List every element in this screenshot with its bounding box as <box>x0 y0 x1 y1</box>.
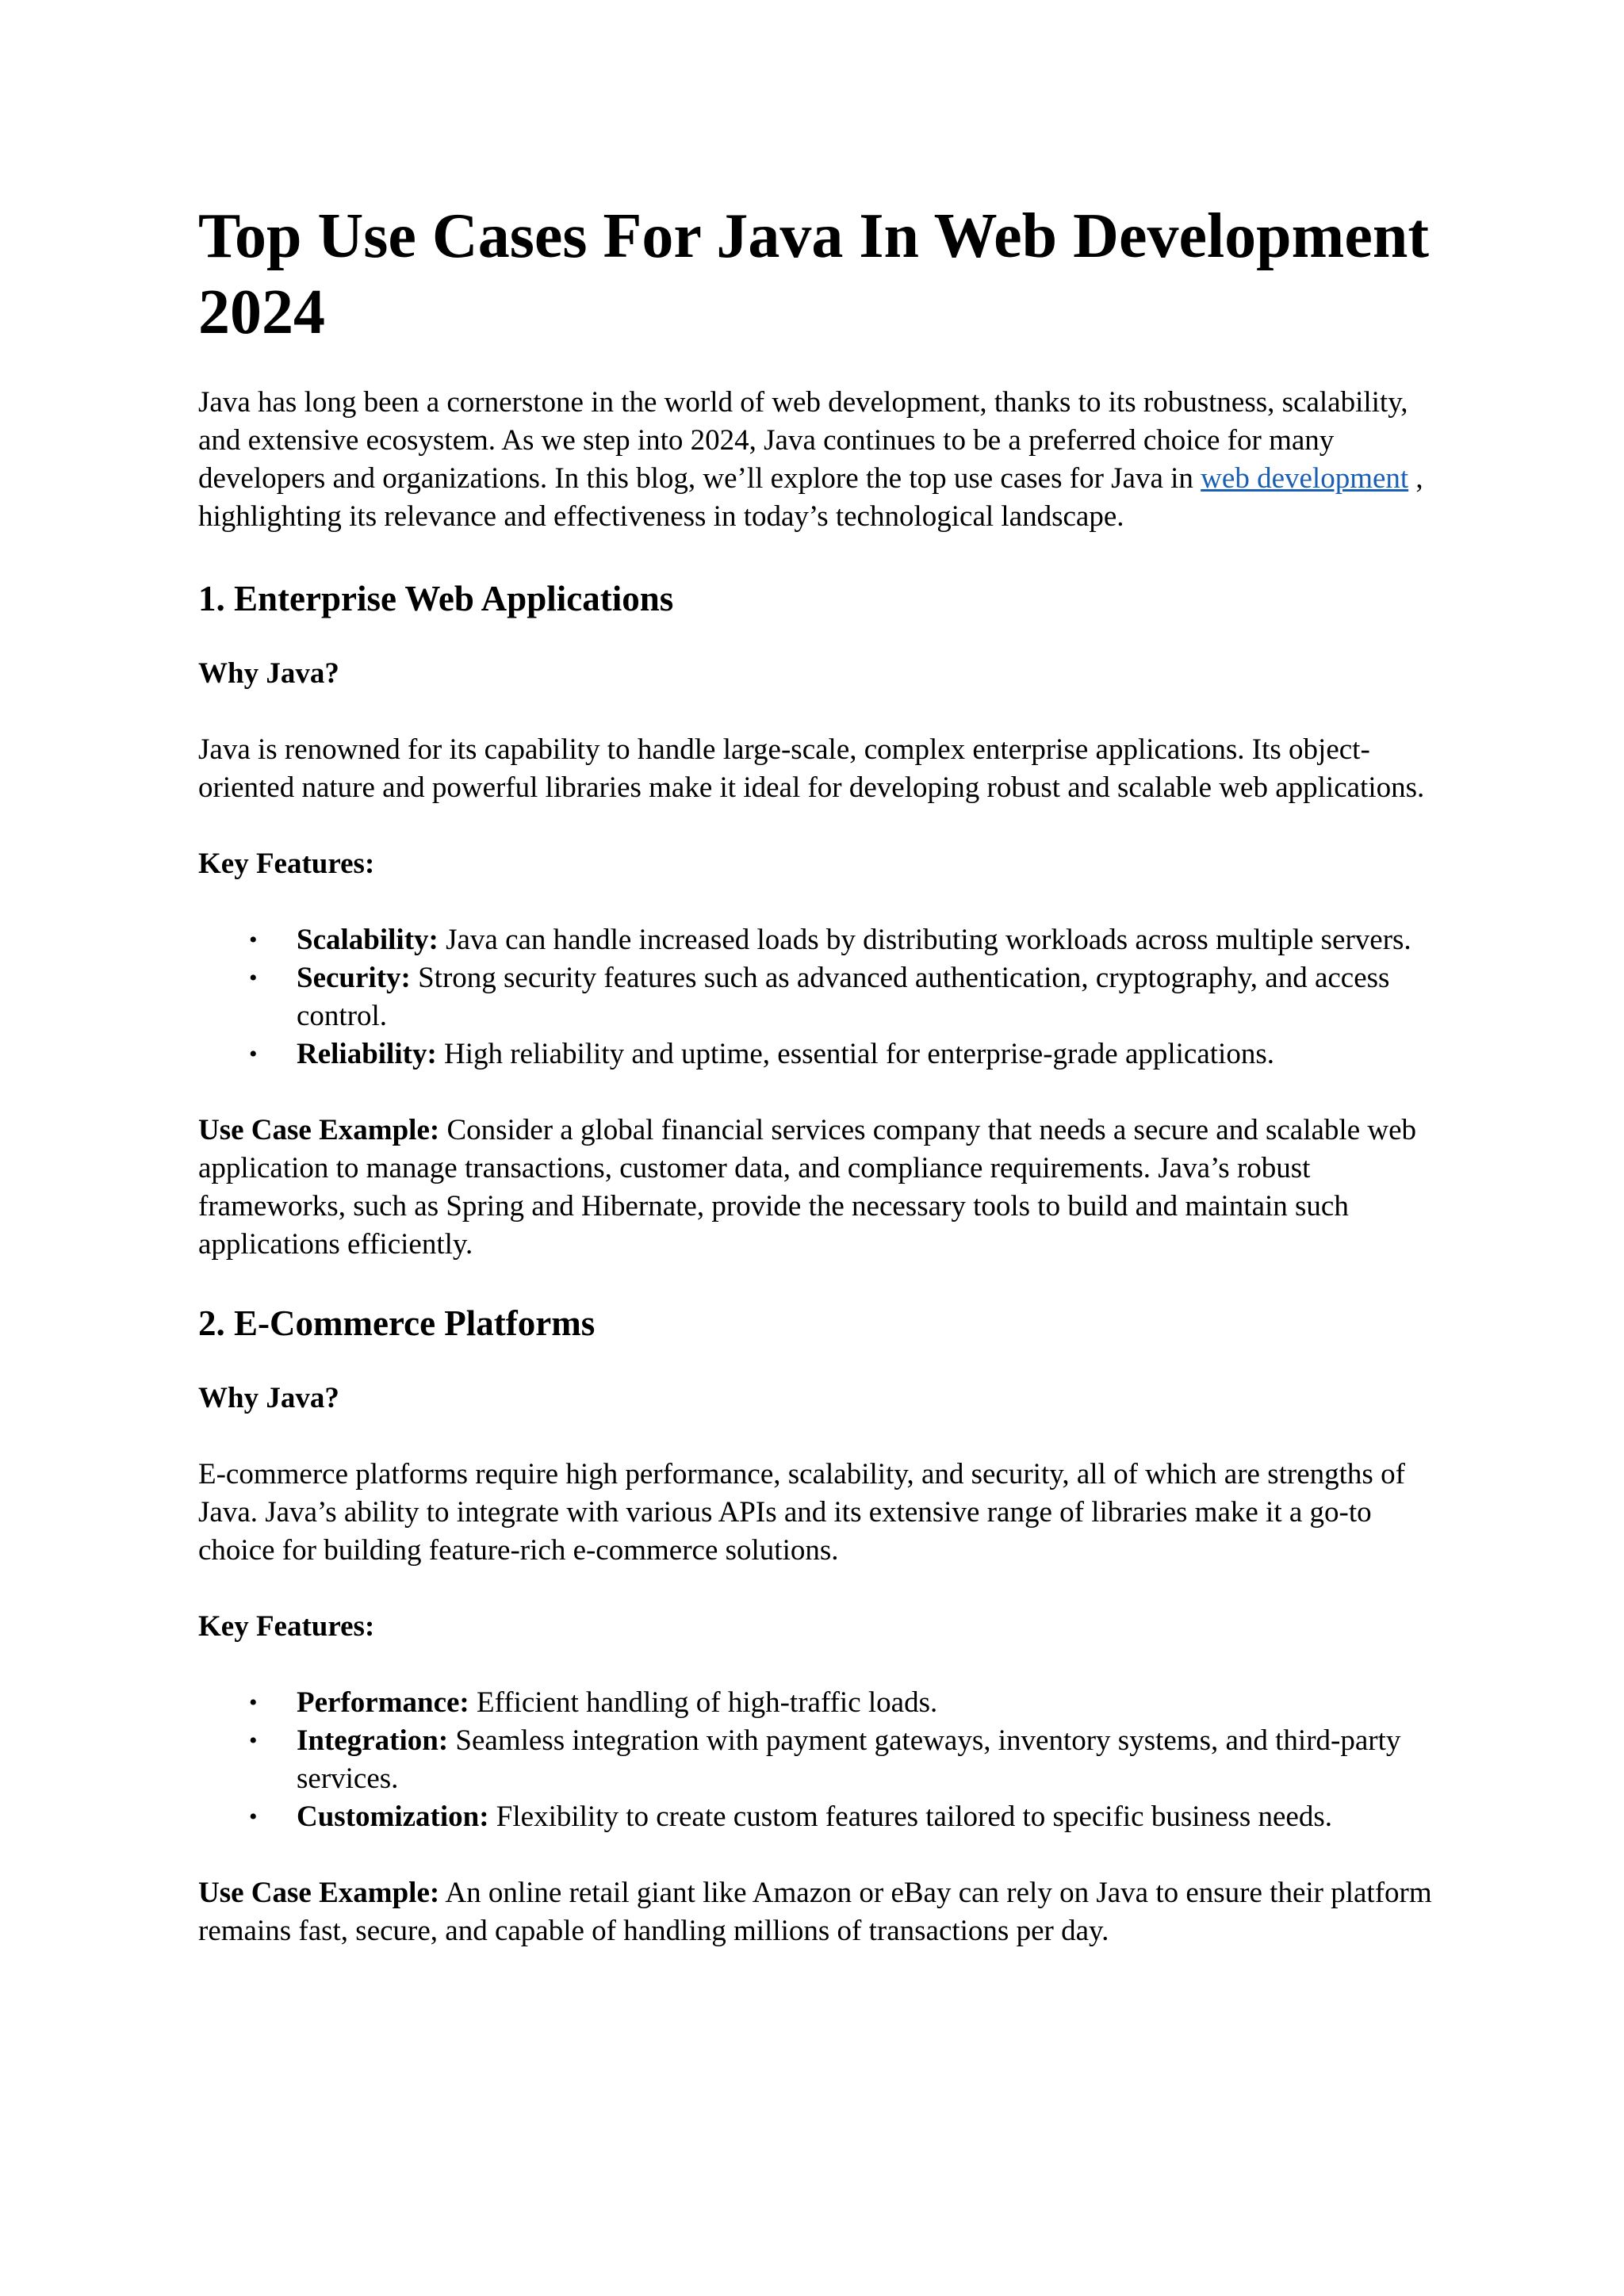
use-case-text: Consider a global financial services company that needs a secure and scalable web application to manage transactions, customer data, and compliance requirements. Java’s robust frameworks, such as Spring and Hibernate, provide the necessary tools to build and maintain such applications efficiently. <box>198 1114 1417 1261</box>
why-heading: Why Java? <box>198 1382 339 1414</box>
list-item <box>249 1035 1443 1073</box>
feature-term: Customization: <box>297 1800 489 1833</box>
feature-text: Strong security features such as advanced authentication, cryptography, and access control. <box>297 962 1390 1032</box>
bullet-icon: • <box>249 1689 258 1716</box>
features-list <box>198 921 1443 1073</box>
use-case-label: Use Case Example: <box>198 1877 440 1909</box>
section-enterprise <box>198 576 1443 1264</box>
section-heading: 2. E-Commerce Platforms <box>198 1303 596 1343</box>
intro-text-before-link: Java has long been a cornerstone in the world of web development, thanks to its robustness, scalability, and extensive ecosystem. As we step into 2024, Java continues to be a preferred choice for many developers and organizations. In this blog, we’ll explore the top use cases for Java in <box>198 386 1408 495</box>
why-heading: Why Java? <box>198 657 339 690</box>
use-case-text: An online retail giant like Amazon or eBay can rely on Java to ensure their platform remains fast, secure, and capable of handling millions of transactions per day. <box>198 1877 1432 1947</box>
feature-text: High reliability and uptime, essential for enterprise-grade applications. <box>436 1038 1274 1070</box>
list-item <box>249 1798 1443 1836</box>
list-item <box>249 1684 1443 1722</box>
feature-text: Java can handle increased loads by distributing workloads across multiple servers. <box>438 924 1411 956</box>
use-case-label: Use Case Example: <box>198 1114 440 1146</box>
feature-term: Reliability: <box>297 1038 437 1070</box>
page-title: Top Use Cases For Java In Web Development 2024 <box>198 201 1429 347</box>
feature-term: Scalability: <box>297 924 439 956</box>
feature-term: Integration: <box>297 1724 449 1757</box>
section-ecommerce <box>198 1300 1443 1950</box>
feature-term: Performance: <box>297 1686 469 1719</box>
bullet-icon: • <box>249 1728 258 1754</box>
bullet-icon: • <box>249 1041 258 1067</box>
features-list <box>198 1684 1443 1836</box>
bullet-icon: • <box>249 1804 258 1830</box>
section-heading: 1. Enterprise Web Applications <box>198 579 674 618</box>
use-case-paragraph <box>198 1112 1443 1264</box>
web-development-link[interactable]: web development <box>1201 462 1409 495</box>
document-page <box>198 198 1443 1987</box>
intro-paragraph <box>198 384 1443 536</box>
feature-term: Security: <box>297 962 411 994</box>
features-heading: Key Features: <box>198 848 375 880</box>
why-paragraph: E-commerce platforms require high performance, scalability, and security, all of which are strengths of Java. Java’s ability to integrate with various APIs and its extensive range of libraries make it a go-to choice for building feature-rich e-commerce solutions. <box>198 1458 1405 1567</box>
feature-text: Flexibility to create custom features tailored to specific business needs. <box>488 1800 1332 1833</box>
list-item <box>249 921 1443 959</box>
features-heading: Key Features: <box>198 1610 375 1643</box>
intro-text-after-link: , highlighting its relevance and effectiveness in today’s technological landscape. <box>198 462 1423 533</box>
list-item <box>249 1722 1443 1798</box>
feature-text: Seamless integration with payment gateways, inventory systems, and third-party services. <box>297 1724 1401 1795</box>
bullet-icon: • <box>249 965 258 991</box>
feature-text: Efficient handling of high-traffic loads. <box>469 1686 938 1719</box>
why-paragraph: Java is renowned for its capability to handle large-scale, complex enterprise applications. Its object-oriented nature and powerful libraries make it ideal for developing robust and scalable web applications. <box>198 733 1425 804</box>
bullet-icon: • <box>249 927 258 953</box>
list-item <box>249 959 1443 1035</box>
use-case-paragraph <box>198 1874 1443 1950</box>
